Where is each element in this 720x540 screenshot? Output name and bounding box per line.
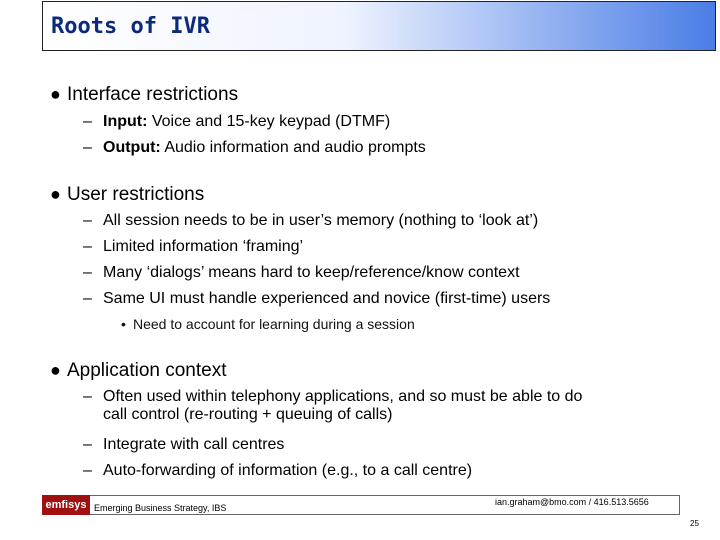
item-label: Input:: [103, 113, 148, 130]
page-number: 25: [690, 519, 699, 528]
footer-org: Emerging Business Strategy, IBS: [94, 503, 227, 513]
dash-icon: –: [83, 462, 92, 479]
item-label: Output:: [103, 139, 161, 156]
bullet-dot-icon: ●: [50, 184, 61, 204]
dash-icon: –: [83, 139, 92, 156]
dash-icon: –: [83, 238, 92, 255]
item-text: All session needs to be in user’s memory (nothing to ‘look at’): [103, 212, 539, 229]
footer-contact: ian.graham@bmo.com / 416.513.5656: [495, 497, 649, 507]
dash-icon: –: [83, 436, 92, 453]
item-text: Limited information ‘framing’: [103, 238, 304, 255]
company-logo: emfisys: [42, 495, 90, 515]
small-bullet-icon: •: [121, 316, 126, 332]
bullet-dot-icon: ●: [50, 84, 61, 104]
dash-icon: –: [83, 212, 92, 229]
item-text: Auto-forwarding of information (e.g., to a call centre): [103, 462, 473, 479]
slide-title: Roots of IVR: [51, 14, 210, 39]
item-text: Audio information and audio prompts: [160, 139, 426, 156]
item-text: Many ‘dialogs’ means hard to keep/reference/know context: [103, 264, 520, 281]
item-text: Same UI must handle experienced and novice (first-time) users: [103, 290, 551, 307]
dash-icon: –: [83, 388, 92, 405]
dash-icon: –: [83, 290, 92, 307]
section-heading: Interface restrictions: [67, 84, 239, 105]
dash-icon: –: [83, 113, 92, 130]
item-text: Voice and 15-key keypad (DTMF): [147, 113, 391, 130]
title-bar: [42, 1, 716, 51]
sub-item-text: Need to account for learning during a session: [133, 316, 415, 332]
item-text: Integrate with call centres: [103, 436, 285, 453]
item-text-continued: call control (re-routing + queuing of calls): [103, 406, 393, 423]
section-heading: Application context: [67, 360, 227, 381]
item-text: Often used within telephony applications, and so must be able to do: [103, 388, 583, 405]
section-heading: User restrictions: [67, 184, 205, 205]
bullet-dot-icon: ●: [50, 360, 61, 380]
dash-icon: –: [83, 264, 92, 281]
